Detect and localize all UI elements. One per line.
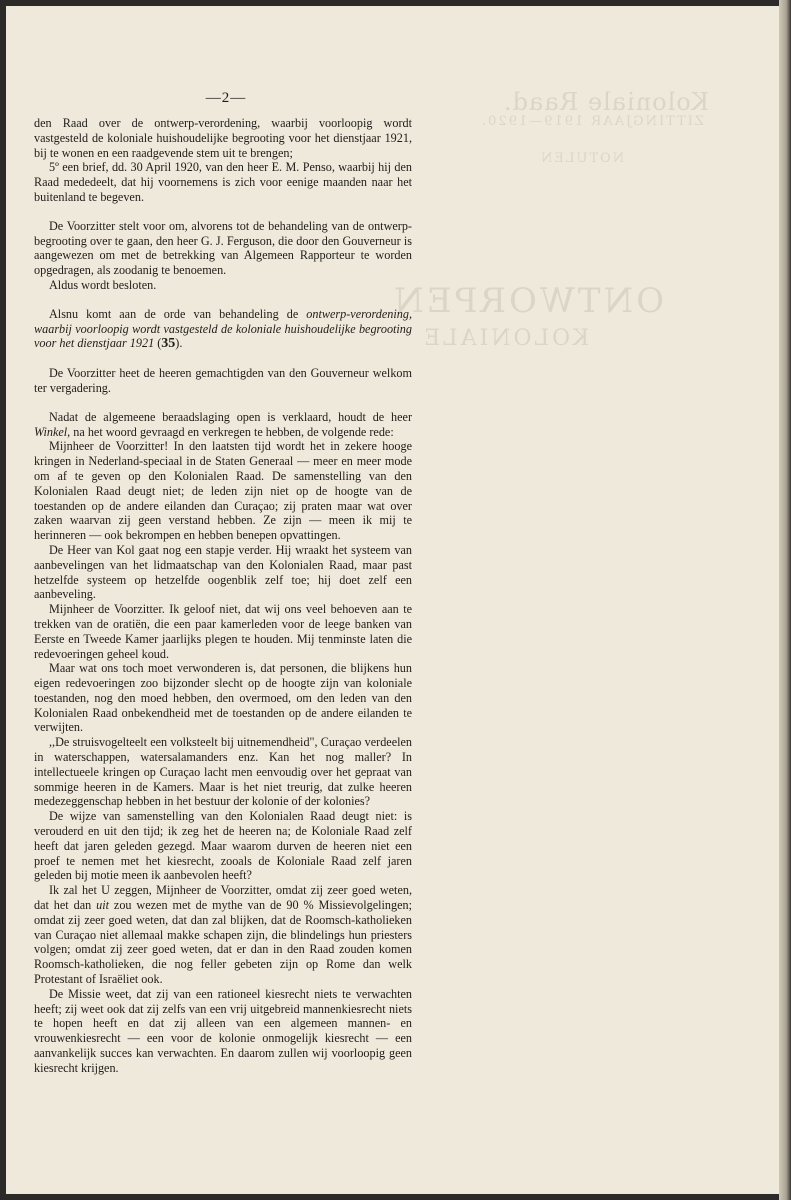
document-page <box>6 6 779 1194</box>
paragraph: Mijnheer de Voorzitter! In den laatsten tijd wordt het in zekere hooge kringen in Nederland-speciaal in de Staten Generaal — meer en meer mode om af te geven op den Kolonialen Raad. De samenstelling van den Kolonialen Raad deugt niet; de leden zijn niet op de hoogte van de toestanden op de andere eilanden dan Curaçao; zij praten maar wat over zaken waarvan zij geen verstand hebben. Ze zijn — meen ik mij te herinneren — ook bekrompen en hebben benepen opvattingen. <box>34 439 412 543</box>
paragraph: De Heer van Kol gaat nog een stapje verder. Hij wraakt het systeem van aanbevelingen van het lidmaatschap van den Kolonialen Raad, maar past hetzelfde systeem op hetzelfde oogenblik zelf toe; hij doet zelf een aanbeveling. <box>34 542 412 602</box>
paragraph: den Raad over de ontwerp-verordening, waarbij voorloopig wordt vastgesteld de koloniale huishoudelijke begrooting voor het dienstjaar 1921, bij te wonen en een raadgevende stem uit te brengen; <box>34 116 412 160</box>
show-through-text: NOTULEN <box>538 151 624 166</box>
paragraph <box>34 410 412 440</box>
show-through-text: ONTWORPEN <box>390 281 664 321</box>
paragraph-text: Nadat de algemeene beraadslaging open is verklaard, houdt de heer <box>49 409 412 424</box>
speaker-name: Winkel <box>34 424 68 439</box>
paragraph: De Voorzitter heet de heeren gemachtigden van den Gouverneur welkom ter vergadering. <box>34 366 412 395</box>
paragraph-text: zou wezen met de mythe van de 90 % Missievolgelingen; omdat zij zeer goed weten, dat dan zal blijken, dat de Roomsch-katholieken van Curaçao niet allemaal makke schapen zijn, die blindelings hun priesters volgen; omdat zij zeer goed weten, dat er dan in den Raad zouden komen Roomsch-katholieken, die nog feller gebeten zijn op Rome dan welk Protestant of Israëliet ook. <box>34 898 412 987</box>
paragraph: De Voorzitter stelt voor om, alvorens tot de behandeling van de ontwerp-begrooting over te gaan, den heer G. J. Ferguson, die door den Gouverneur is aangewezen om met de betrekking van Algemeen Rapporteur te worden opgedragen, als zoodanig te benoemen. <box>34 218 412 278</box>
paragraph-text: , na het woord gevraagd en verkregen te hebben, de volgende rede: <box>67 424 394 439</box>
show-through-text: KOLONIALE <box>420 326 589 351</box>
paragraph-text: Alsnu komt aan de orde van behandeling de <box>49 306 307 321</box>
paragraph: Aldus wordt besloten. <box>49 277 157 292</box>
agenda-item-title: ontwerp-verordening, waarbij voorloopig wordt vastgesteld de koloniale huishoudelijke begrooting voor het dienstjaar 1921 <box>34 306 412 351</box>
paragraph <box>34 883 412 987</box>
paragraph: 5º een brief, dd. 30 April 1920, van den heer E. M. Penso, waarbij hij den Raad mededeelt, dat hij voornemens is zich voor eenige maanden naar het buitenland te begeven. <box>34 160 412 204</box>
show-through-text: Koloniale Raad. <box>502 88 709 116</box>
page-number: —2— <box>205 90 247 106</box>
paragraph: De wijze van samenstelling van den Kolonialen Raad deugt niet: is verouderd en uit den tijd; ik zeg het de heeren na; de Koloniale Raad zelf heeft dat jaren geleden gezegd. Maar waarom durven de heeren niet een proef te nemen met het kiesrecht, zooals de Koloniale Raad zelf jaren geleden bij motie meen ik aanbevolen heeft? <box>34 809 412 883</box>
paragraph: De Missie weet, dat zij van een rationeel kiesrecht niets te verwachten heeft; zij weet ook dat zij zelfs van een vrij uitgebreid mannenkiesrecht niets te hopen heeft en dat zij alleen van een algemeen mannen- en vrouwenkiesrecht — een voor de kolonie onmogelijk kiesrecht — een aanvankelijk succes kan verwachten. En daarom zullen wij voorloopig geen kiesrecht krijgen. <box>34 986 412 1075</box>
paragraph: Alsnu komt aan de orde van behandeling de ontwerp-verordening, waarbij voorloopig wordt vastgesteld de koloniale huishoudelijke begrooting voor het dienstjaar 1921 (35). <box>34 306 412 352</box>
paragraph: ,,De struisvogelteelt een volksteelt bij uitnemendheid", Curaçao verdeelen in waterschappen, watersalamanders enz. Kan het nog maller? In intellectueele kringen op Curaçao lacht men eenvoudig over het gepraat van sommige heeren in de Kamers. Maar is het niet treurig, dat zulke heeren medezeggenschap hebben in het bestuur der kolonie of der kolonies? <box>34 735 412 809</box>
document-reference-number: 35 <box>161 336 176 352</box>
show-through-text: ZITTINGJAAR 1919—1920. <box>480 114 704 129</box>
page-edge <box>779 0 791 1200</box>
body-text <box>34 116 412 1076</box>
paragraph: Mijnheer de Voorzitter. Ik geloof niet, dat wij ons veel behoeven aan te trekken van de oratiën, die een paar kamerleden voor de leege banken van Eerste en Tweede Kamer jaarlijks plegen te houden. Mij tenminste laten die redevoeringen geheel koud. <box>34 602 412 661</box>
emphasis-text: uit <box>96 898 109 913</box>
paragraph-text: Ik zal het U zeggen, Mijnheer de Voorzitter, omdat zij zeer goed weten, dat het dan <box>34 883 412 913</box>
paragraph: Maar wat ons toch moet verwonderen is, dat personen, die blijkens hun eigen redevoeringen zoo bijzonder slecht op de hoogte zijn van koloniale toestanden, nog den moed hebben, den overmoed, om den leden van den Kolonialen Raad onbekendheid met de toestanden op de andere eilanden te verwijten. <box>34 661 412 735</box>
